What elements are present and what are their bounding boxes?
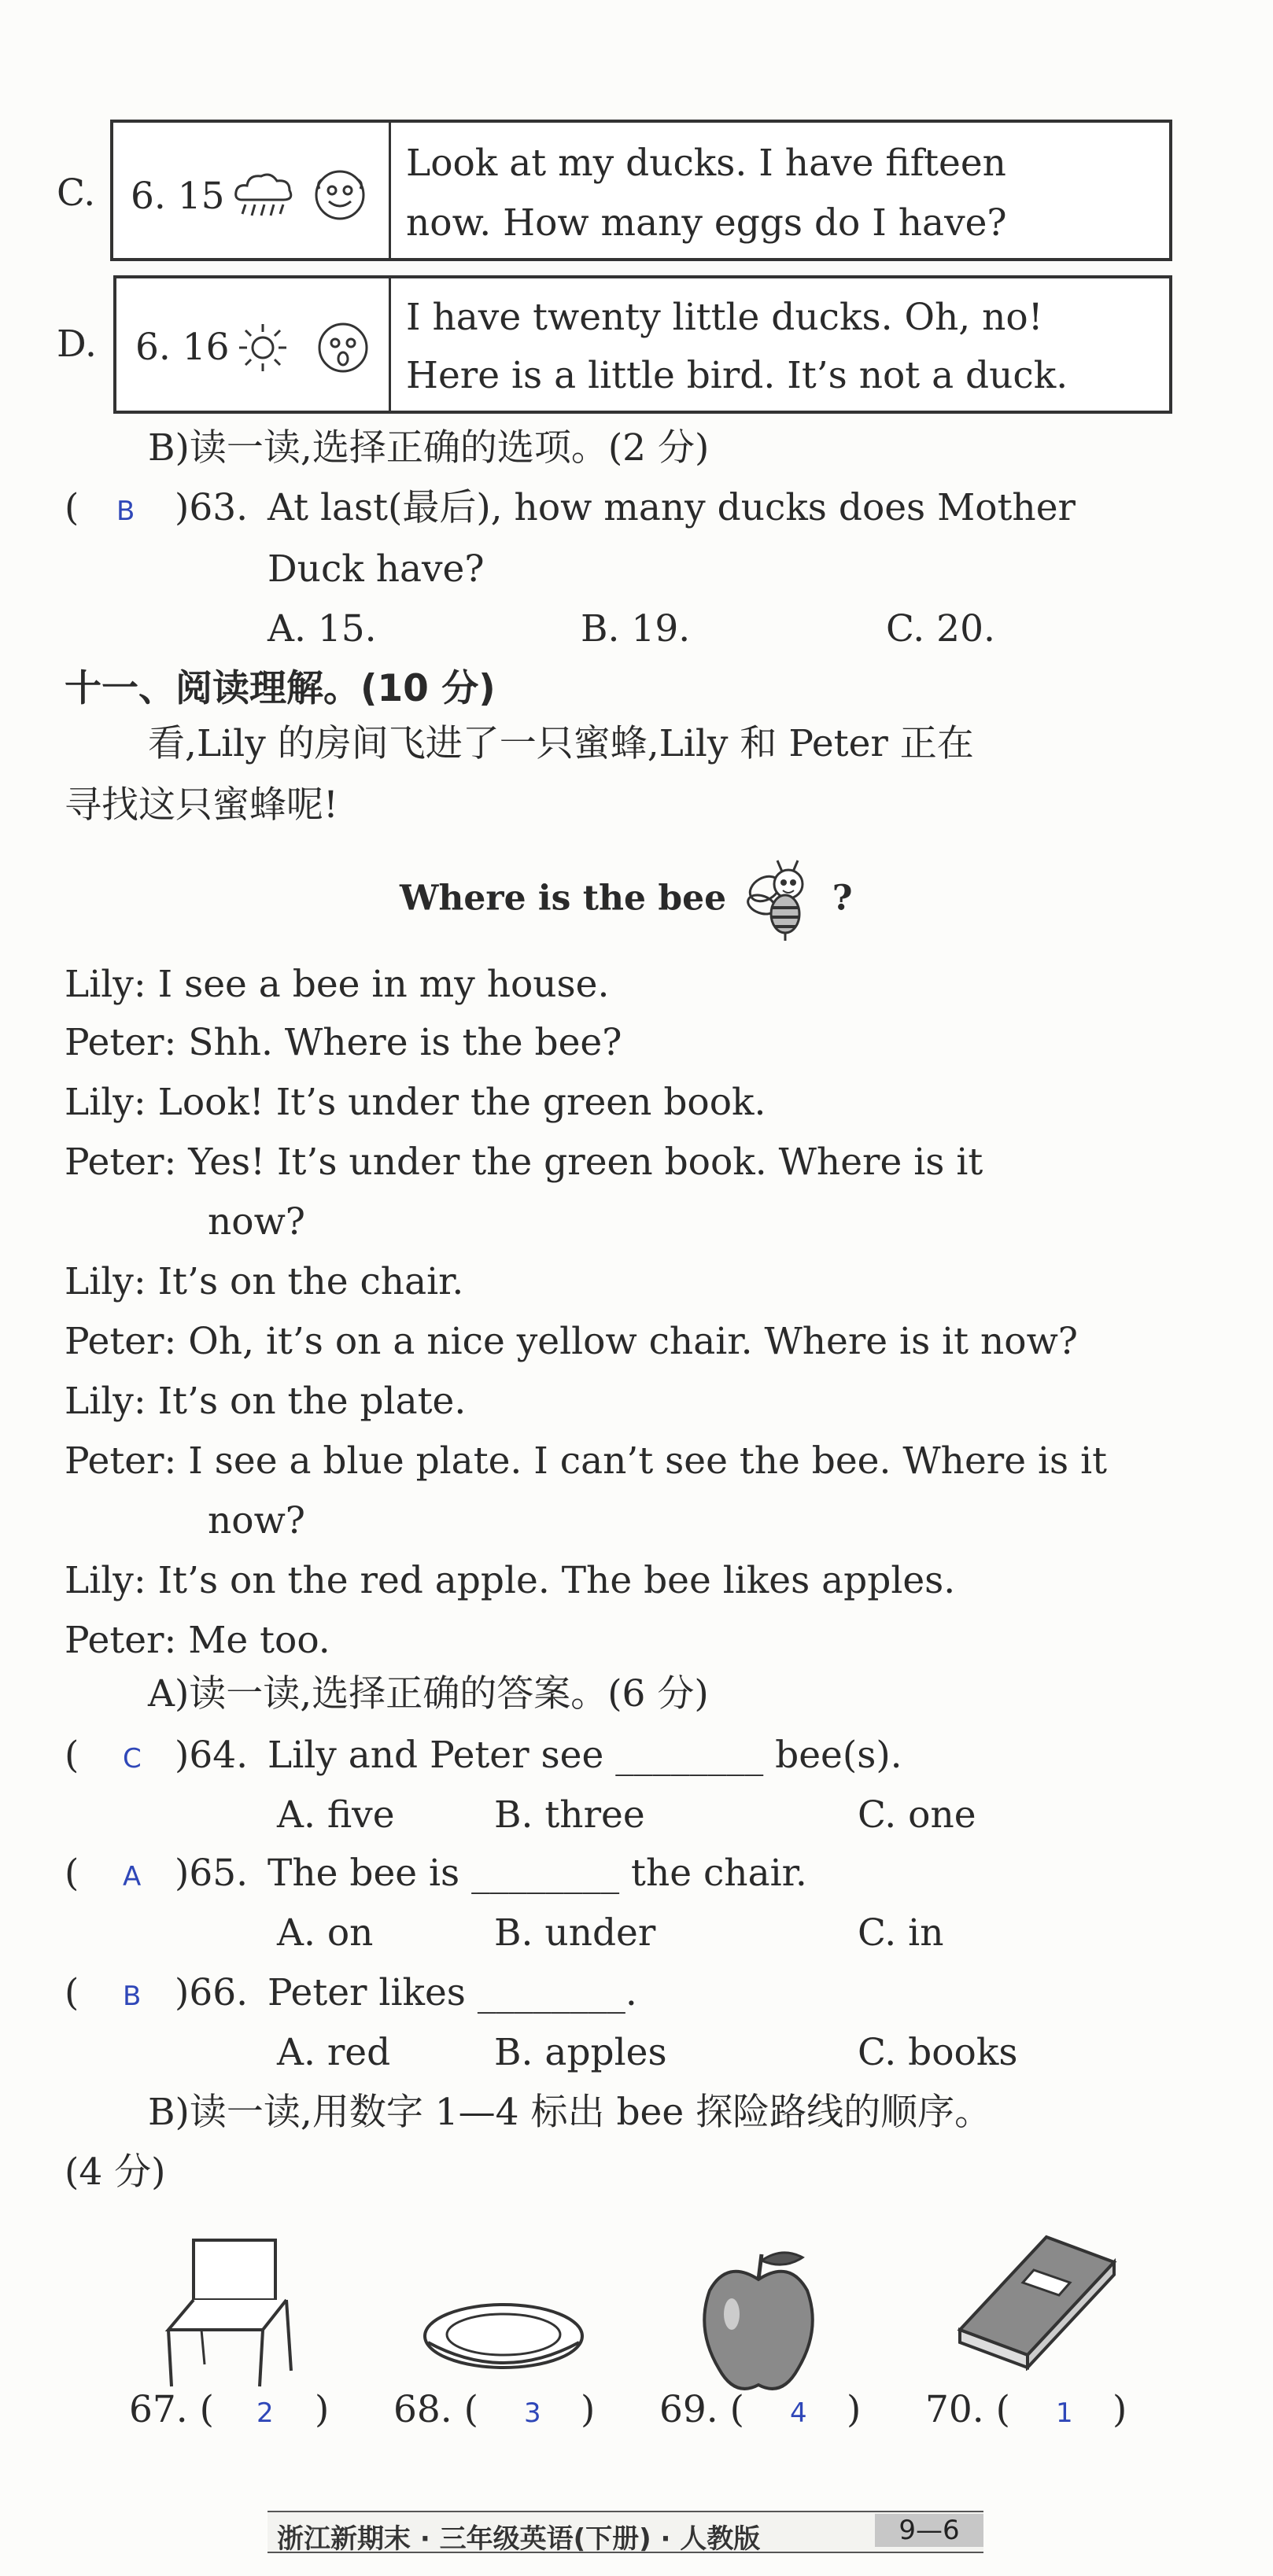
q63-text1: At last(最后), how many ducks does Mother [268,486,1076,529]
part-a-instruction: A)读一读,选择正确的答案。(6 分) [148,1672,709,1715]
option-c-date: 6. 15 [131,175,225,218]
q63-number: )63. [175,486,249,529]
part-b-instruction: B)读一读,用数字 1—4 标出 bee 探险路线的顺序。 [148,2091,992,2134]
q64-option-b: B. three [494,1793,645,1837]
story-title-text: Where is the bee [400,878,727,919]
surprised-face-icon [313,318,373,378]
q68-answer: 3 [524,2397,541,2429]
q68-number: 68. ( [393,2388,479,2431]
q66-text: Peter likes ________. [268,1971,637,2014]
happy-face-icon [310,165,370,225]
dialogue-line: Peter: Shh. Where is the bee? [65,1021,622,1064]
q63-option-c: C. 20. [886,607,995,650]
section11-intro-line2: 寻找这只蜜蜂呢! [65,783,338,827]
book-icon [952,2229,1117,2371]
q63-text2: Duck have? [268,547,485,591]
option-d-line1: I have twenty little ducks. Oh, no! [406,296,1043,339]
q69-number: 69. ( [659,2388,745,2431]
story-title [400,857,853,944]
q70-number: 70. ( [925,2388,1011,2431]
dialogue-line: now? [208,1200,305,1244]
option-d-line2: Here is a little bird. It’s not a duck. [406,354,1068,397]
dialogue-line: now? [208,1499,305,1542]
q63-option-b: B. 19. [581,607,691,650]
section11-intro-line1: 看,Lily 的房间飞进了一只蜜蜂,Lily 和 Peter 正在 [148,722,974,765]
q63-answer: B [116,496,135,527]
story-title-question-mark: ? [832,878,853,919]
q65-text: The bee is ________ the chair. [268,1852,807,1895]
q66-number: )66. [175,1971,249,2014]
footer-text: 浙江新期末 · 三年级英语(下册) · 人教版 [277,2523,761,2555]
dialogue-line: Lily: It’s on the red apple. The bee likes apples. [65,1559,956,1602]
q67-close: ) [315,2388,330,2431]
dialogue-line: Lily: It’s on the chair. [65,1260,464,1303]
dialogue-line: Peter: Me too. [65,1619,330,1662]
chair-icon [157,2232,315,2390]
option-c-letter: C. [57,171,96,215]
option-c-line1: Look at my ducks. I have fifteen [406,142,1006,185]
bee-icon [741,857,817,944]
q70-close: ) [1112,2388,1127,2431]
dialogue-line: Peter: Oh, it’s on a nice yellow chair. Where is it now? [65,1320,1079,1363]
q63-option-a: A. 15. [268,607,377,650]
section11-title: 十一、阅读理解。(10 分) [65,667,496,710]
apple-icon [696,2243,821,2401]
option-c-box [110,120,1172,261]
q65-option-c: C. in [858,1911,944,1955]
q69-answer: 4 [790,2397,807,2429]
q67-number: 67. ( [129,2388,215,2431]
dialogue-line: Lily: I see a bee in my house. [65,963,610,1006]
option-d-letter: D. [57,322,97,366]
dialogue-line: Lily: Look! It’s under the green book. [65,1081,766,1124]
q64-number: )64. [175,1734,249,1777]
page-number: 9—6 [875,2514,983,2547]
q64-open: ( [65,1734,79,1777]
q66-open: ( [65,1971,79,2014]
plate-icon [417,2297,590,2383]
q68-close: ) [581,2388,596,2431]
q64-option-c: C. one [858,1793,976,1837]
dialogue-line: Lily: It’s on the plate. [65,1380,467,1423]
q65-answer: A [123,1861,142,1892]
q63-open: ( [65,486,79,529]
sun-icon [234,319,291,376]
rain-cloud-icon [231,168,296,220]
q65-open: ( [65,1852,79,1895]
q66-option-c: C. books [858,2031,1018,2074]
dialogue-line: Peter: Yes! It’s under the green book. Where is it [65,1141,983,1184]
part-b-instruction-points: (4 分) [65,2150,166,2194]
q65-number: )65. [175,1852,249,1895]
q65-option-a: A. on [277,1911,374,1955]
q69-close: ) [847,2388,862,2431]
q66-answer: B [123,1981,142,2012]
q66-option-a: A. red [277,2031,391,2074]
option-c-line2: now. How many eggs do I have? [406,201,1007,245]
option-d-date: 6. 16 [135,326,230,369]
dialogue-line: Peter: I see a blue plate. I can’t see the bee. Where is it [65,1439,1107,1483]
q64-option-a: A. five [277,1793,395,1837]
q70-answer: 1 [1056,2397,1073,2429]
q65-option-b: B. under [494,1911,656,1955]
q67-answer: 2 [256,2397,274,2429]
option-c-divider [389,123,391,258]
q66-option-b: B. apples [494,2031,667,2074]
part-b10-instruction: B)读一读,选择正确的选项。(2 分) [148,426,710,470]
option-d-divider [389,278,391,411]
option-d-box [113,275,1172,414]
q64-text: Lily and Peter see ________ bee(s). [268,1734,902,1777]
q64-answer: C [123,1743,142,1774]
